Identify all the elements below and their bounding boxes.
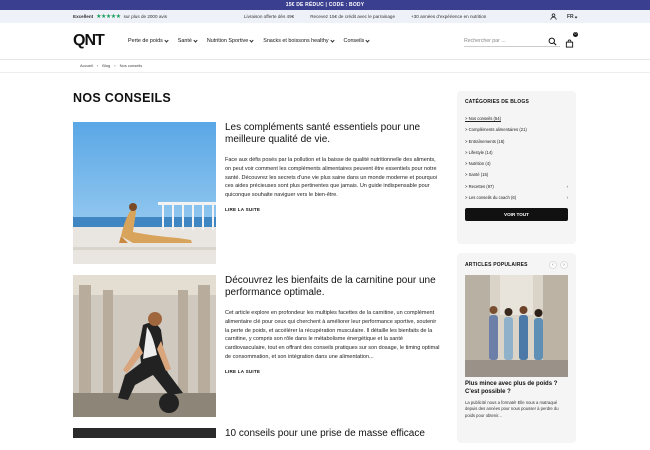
site-header [0,23,650,60]
breadcrumb-separator: › [96,63,99,68]
post-title[interactable]: Découvrez les bienfaits de la carnitine pour une performance optimale. [225,275,436,298]
popular-post-title[interactable]: Plus mince avec plus de poids ? C'est possible ? [465,381,558,395]
breadcrumb [80,63,142,68]
post-image-carnitine[interactable] [73,275,216,417]
search-icon[interactable] [548,37,557,46]
carousel-prev-icon[interactable]: ‹ [549,261,557,269]
rating-label: Excellent [73,14,94,19]
category-entrainements[interactable]: > Entraînements (18) [465,138,505,144]
post-image[interactable] [73,428,216,438]
rating-stars-icon: ★★★★★ [96,14,121,20]
chevron-down-icon [193,38,197,42]
category-nutrition[interactable]: > Nutrition (4) [465,161,491,167]
post-image-yoga[interactable] [73,122,216,264]
category-complements[interactable]: > Compléments alimentaires (21) [465,127,527,133]
category-nos-conseils[interactable]: > Nos conseils (54) [465,116,501,121]
popular-post-image[interactable] [465,275,568,377]
read-more-link[interactable]: LIRE LA SUITE [225,206,261,212]
nav-item-snacks[interactable]: Snacks et boissons healthy [263,38,333,44]
blog-post-card [73,122,445,264]
popular-title: ARTICLES POPULAIRES [465,262,528,268]
chevron-down-icon [330,38,334,42]
read-more-link[interactable]: LIRE LA SUITE [225,368,261,374]
blog-post-card [73,428,445,448]
breadcrumb-blog[interactable]: Blog [102,63,111,68]
popular-post-excerpt: La publicité nous a formaté! Elle nous a matraqué depuis des années pour nous pousser à perdre du poids pour obtenir... [465,400,559,418]
nav-item-conseils[interactable]: Conseils [344,38,370,44]
nav-item-nutrition-sportive[interactable]: Nutrition Sportive [207,38,253,44]
popular-articles-panel [457,253,576,443]
divider [0,72,650,73]
categories-list [465,116,568,200]
post-excerpt: Cet article explore en profondeur les multiples facettes de la carnitine, un complément alimentaire clé pour ceux qui cherchent à améliorer leur performance sportive, soutenir la perte de poids, et accélérer la récupération musculaire. Il détaille les bienfaits de la carnitine, y compris son rôle dans le métabolisme énergétique et la santé cardiovasculaire, tout en offrant des conseils pratiques sur son dosage, le timing optimal de consommation, et son intégration dans une alimentation... [225,310,440,360]
blog-post-card [73,275,445,417]
account-icon[interactable] [550,13,557,20]
post-excerpt: Face aux défis posés par la pollution et la baisse de qualité nutritionnelle des aliments, on peut voir comment les compléments alimentaires peuvent être essentiels pour notre santé. Découvrez les secrets d'une vie plus saine dans un monde moderne et pourquoi ces aides précieuses sont plus pertinentes que jamais. Un guide indispensable pour quiconque souhaite naviguer vers le bien-être. [225,157,438,199]
chevron-down-icon [366,38,370,42]
categories-title: CATÉGORIES DE BLOGS [465,99,529,105]
main-nav [128,38,369,44]
blog-categories-panel [457,91,576,244]
category-conseils-coach[interactable]: > Les conseils du coach (6) › [465,195,568,201]
cart-button[interactable] [565,32,577,53]
experience-info: +30 années d'expérience en nutrition [411,14,487,19]
post-title[interactable]: Les compléments santé essentiels pour une meilleure qualité de vie. [225,122,421,145]
page-title: NOS CONSEILS [73,91,172,105]
delivery-info: Livraison offerte dès 49€ [244,14,295,19]
breadcrumb-home[interactable]: Accueil [80,63,93,68]
cart-count-badge: 0 [574,32,577,36]
breadcrumb-separator: › [114,63,116,68]
nav-item-sante[interactable]: Santé [178,38,197,44]
site-logo[interactable]: QNT [73,32,104,49]
language-select[interactable]: FR [567,14,577,20]
review-count: sur plus de 2000 avis [123,14,167,19]
promo-banner: 15€ DE RÉDUC | CODE : BODY [0,0,650,10]
chevron-right-icon[interactable]: › [566,183,568,189]
breadcrumb-current: Nos conseils [119,63,143,68]
nav-item-perte-de-poids[interactable]: Perte de poids [128,38,168,44]
chevron-down-icon [164,38,168,42]
chevron-right-icon[interactable]: › [566,195,568,201]
post-title[interactable]: 10 conseils pour une prise de masse efficace [225,428,425,439]
cart-icon [565,39,574,48]
category-lifestyle[interactable]: > Lifestyle (14) [465,149,493,155]
search-input[interactable]: Rechercher par ... [464,35,560,47]
carousel-next-icon[interactable]: › [560,261,568,269]
category-recettes[interactable]: > Recettes (97) › [465,183,568,189]
see-all-button[interactable]: VOIR TOUT [465,208,568,221]
chevron-down-icon [250,38,254,42]
category-sante[interactable]: > Santé (15) [465,172,489,178]
referral-info: Recevez 15€ de crédit avec le parrainage [310,14,396,19]
info-bar [0,10,650,23]
